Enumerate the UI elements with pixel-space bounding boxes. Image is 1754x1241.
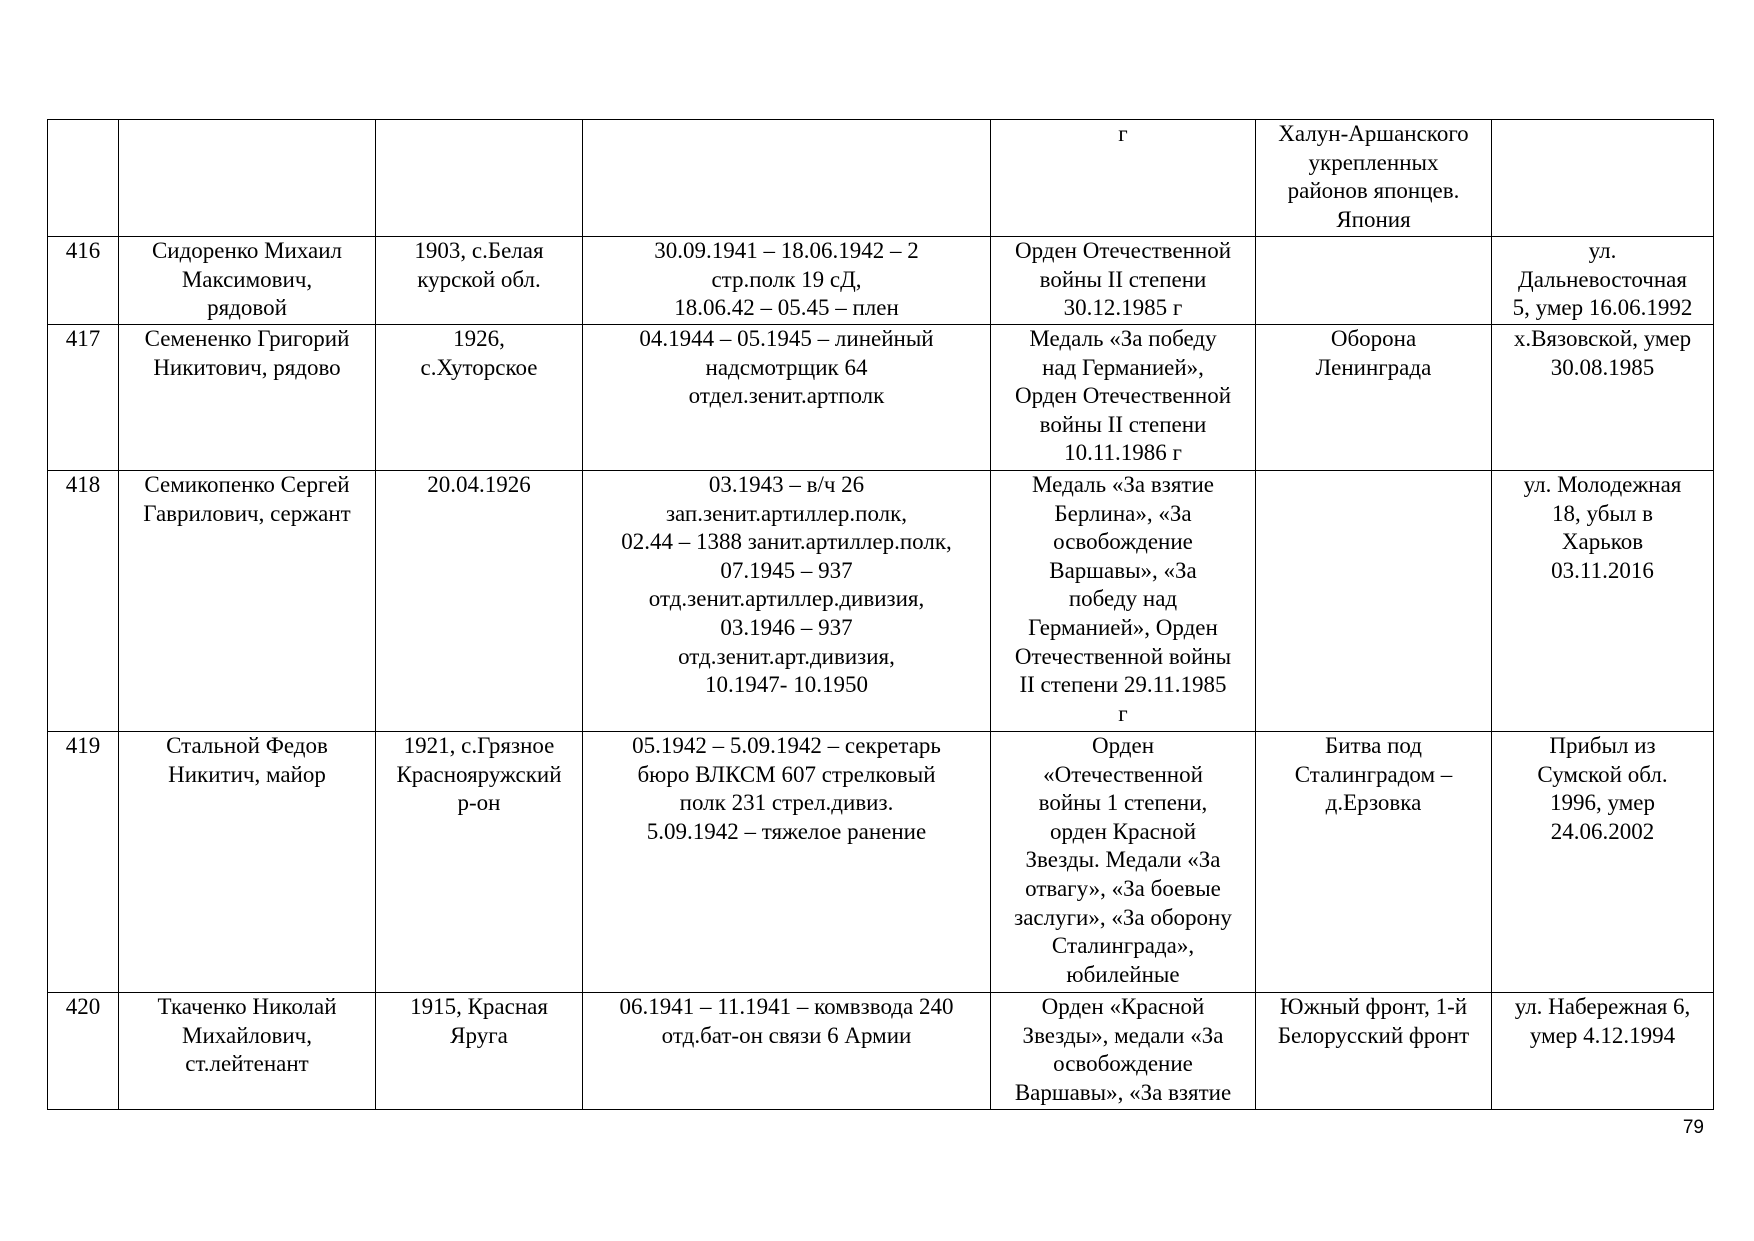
cell-text: Медаль «За победу над Германией», Орден Отечественной войны II степени 10.11.1986 г [1014,326,1232,466]
cell-text: 419 [65,733,101,758]
cell-awards [991,237,1256,325]
cell-text: ул. Дальневосточная 5, умер 16.06.1992 [1512,238,1693,321]
cell-fate [1492,325,1714,471]
cell-service [583,993,991,1110]
page-number: 79 [1682,1117,1704,1138]
cell-birth [376,237,583,325]
cell-fate [1492,120,1714,237]
cell-text: х.Вязовской, умер 30.08.1985 [1513,326,1692,380]
cell-birth [376,120,583,237]
cell-service [583,120,991,237]
cell-awards [991,732,1256,993]
cell-text: Стальной Федов Никитич, майор [166,733,328,787]
table-row [48,471,1714,732]
table-row [48,325,1714,471]
cell-text: г [1118,121,1128,146]
cell-service [583,471,991,732]
cell-battles [1256,237,1492,325]
cell-birth [376,732,583,993]
cell-text: 20.04.1926 [427,472,531,497]
cell-text: 416 [65,238,101,263]
table-row [48,732,1714,993]
cell-text: ул. Молодежная 18, убыл в Харьков 03.11.2016 [1523,472,1682,583]
cell-battles [1256,120,1492,237]
cell-text: 418 [65,472,101,497]
cell-text: 1915, Красная Яруга [410,994,548,1048]
table-row [48,120,1714,237]
cell-text: 03.1943 – в/ч 26 зап.зенит.артиллер.полк, 02.44 – 1388 занит.артиллер.полк, 07.1945 – 937 отд.зенит.артиллер.дивизия, 03.1946 – 937 отд.зенит.арт.дивизия, 10.1947- 10.1950 [621,472,952,698]
cell-text: Семененко Григорий Никитович, рядово [144,326,350,380]
cell-service [583,732,991,993]
cell-text: 1921, с.Грязное Краснояружский р-он [396,733,562,816]
cell-text: Орден «Красной Звезды», медали «За освобождение Варшавы», «За взятие [1014,994,1232,1105]
cell-awards [991,120,1256,237]
cell-name [119,237,376,325]
cell-text: Халун-Аршанского укрепленных районов японцев. Япония [1278,121,1469,232]
cell-battles [1256,732,1492,993]
cell-text: 06.1941 – 11.1941 – комвзвода 240 отд.бат-он связи 6 Армии [619,994,954,1048]
cell-battles [1256,471,1492,732]
cell-text: Семикопенко Сергей Гаврилович, сержант [143,472,351,526]
cell-text: 05.1942 – 5.09.1942 – секретарь бюро ВЛКСМ 607 стрелковый полк 231 стрел.дивиз. 5.09.1942 – тяжелое ранение [632,733,941,844]
cell-service [583,325,991,471]
table-row [48,237,1714,325]
cell-text: Прибыл из Сумской обл. 1996, умер 24.06.2002 [1537,733,1668,844]
cell-number [48,325,119,471]
cell-number [48,993,119,1110]
cell-name [119,993,376,1110]
cell-birth [376,471,583,732]
cell-service [583,237,991,325]
cell-text: 1903, с.Белая курской обл. [414,238,544,292]
table-row [48,993,1714,1110]
cell-number [48,732,119,993]
cell-number [48,237,119,325]
cell-text: Южный фронт, 1-й Белорусский фронт [1277,994,1470,1048]
cell-fate [1492,732,1714,993]
veterans-table [47,119,1714,1110]
cell-birth [376,993,583,1110]
cell-text: Сидоренко Михаил Максимович, рядовой [151,238,343,321]
cell-battles [1256,325,1492,471]
cell-text: Битва под Сталинградом – д.Ерзовка [1294,733,1453,816]
cell-name [119,120,376,237]
cell-number [48,120,119,237]
cell-text: Орден «Отечественной войны 1 степени, орден Красной Звезды. Медали «За отвагу», «За боевые заслуги», «За оборону Сталинграда», юбилейные [1014,733,1232,987]
cell-text: 417 [65,326,101,351]
cell-name [119,325,376,471]
cell-awards [991,993,1256,1110]
cell-name [119,732,376,993]
cell-number [48,471,119,732]
cell-battles [1256,993,1492,1110]
cell-text: Ткаченко Николай Михайлович, ст.лейтенант [157,994,337,1077]
cell-awards [991,471,1256,732]
cell-text: 420 [65,994,101,1019]
cell-text: Оборона Ленинграда [1315,326,1432,380]
cell-text: ул. Набережная 6, умер 4.12.1994 [1514,994,1691,1048]
cell-birth [376,325,583,471]
cell-awards [991,325,1256,471]
cell-text: Орден Отечественной войны II степени 30.12.1985 г [1014,238,1232,321]
cell-text: 1926, с.Хуторское [420,326,538,380]
cell-text: 30.09.1941 – 18.06.1942 – 2 стр.полк 19 сД, 18.06.42 – 05.45 – плен [654,238,919,321]
cell-fate [1492,471,1714,732]
cell-name [119,471,376,732]
cell-fate [1492,237,1714,325]
cell-text: 04.1944 – 05.1945 – линейный надсмотрщик 64 отдел.зенит.артполк [639,326,934,409]
cell-text: Медаль «За взятие Берлина», «За освобождение Варшавы», «За победу над Германией», Орден Отечественной войны II степени 29.11.1985 г [1014,472,1232,726]
cell-fate [1492,993,1714,1110]
